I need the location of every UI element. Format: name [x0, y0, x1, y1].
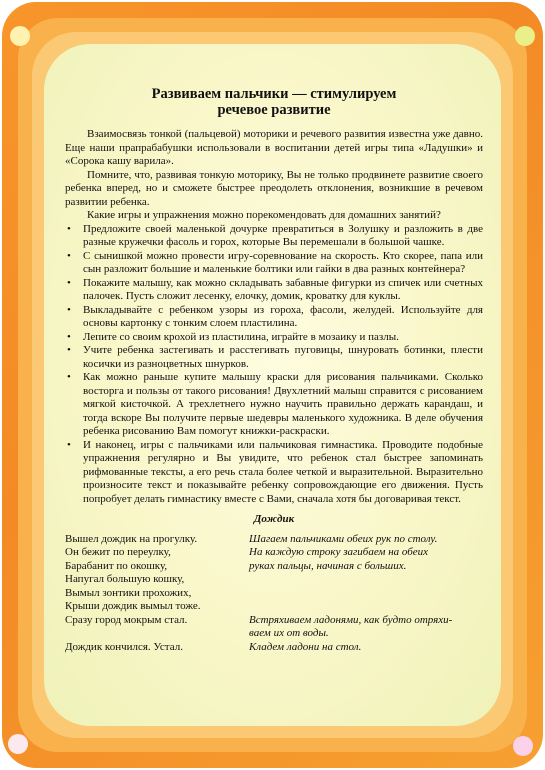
poem-line: Сразу город мокрым стал.: [65, 613, 188, 626]
poem-line: Барабанит по окошку,: [65, 559, 168, 572]
list-item: [65, 223, 483, 250]
list-item: [65, 344, 483, 371]
poem-line: Вымыл зонтики прохожих,: [65, 586, 192, 599]
instruction-line: руках пальцы, начиная с больших.: [249, 559, 407, 572]
bullet-icon: •: [67, 371, 71, 383]
corner-dot-bottom-right: [513, 736, 533, 756]
instruction-line: Шагаем пальчиками обеих рук по столу.: [249, 532, 438, 545]
instruction-line: На каждую строку загибаем на обеих: [249, 546, 429, 558]
poem-verses: [65, 641, 243, 655]
bullet-icon: •: [67, 222, 71, 235]
poem-instructions: [249, 533, 483, 614]
title-line-1: Развиваем пальчики — стимулируем: [151, 86, 397, 102]
article: [65, 86, 483, 654]
list-item-text: И наконец, игры с пальчиками или пальчиковая гимнастика. Проводите подобные упражнения регулярно и Вы увидите, что ребенок стал быстрее запоминать рифмованные тексты, а его речь стала более четкой и выразительной. Выразительно произносите текст и показывайте ребенку сопровождающие его движения. Пусть попробует делать гимнастику вместе с Вами, сначала хотя бы договаривая текст.: [83, 438, 483, 505]
poem-verses: [65, 614, 243, 641]
list-item: [65, 439, 483, 507]
bullet-icon: •: [67, 303, 71, 316]
poem-line: Напугал большую кошку,: [65, 573, 185, 585]
corner-dot-top-left: [10, 26, 30, 46]
poem-block: [65, 533, 483, 614]
poem: [65, 533, 483, 655]
poem-instructions: [249, 614, 483, 641]
intro-paragraph: Взаимосвязь тонкой (пальцевой) моторики и речевого развития известна уже давно. Еще наши прапрабабушки использовали в воспитании детей игры типа «Ладушки» и «Сорока кашу варила».: [65, 128, 483, 167]
list-item: [65, 277, 483, 304]
poem-line: Крыши дождик вымыл тоже.: [65, 600, 201, 612]
poem-line: Дождик кончился. Устал.: [65, 640, 183, 653]
list-item-text: Как можно раньше купите малышу краски для рисования пальчиками. Сколько восторга и пользы от такого рисования! Двухлетний малыш справится с рисованием мягкой кисточкой. А трехлетнего нужно научить правильно держать карандаш, и тогда вскоре Вы получите первые шедевры маленького художника. В деле обучения ребенка рисованию Вам помогут книжки-раскраски.: [83, 371, 483, 437]
bullet-icon: •: [67, 330, 71, 343]
list-item: [65, 371, 483, 439]
bullet-icon: •: [67, 344, 71, 356]
list-item-text: Выкладывайте с ребенком узоры из гороха, фасоли, желудей. Используйте для основы картонку с тонким слоем пластилина.: [83, 303, 483, 329]
bullet-icon: •: [67, 276, 71, 289]
poem-line: Вышел дождик на прогулку.: [65, 532, 198, 545]
list-item-text: Лепите со своим крохой из пластилина, играйте в мозаику и пазлы.: [83, 330, 399, 343]
list-item: [65, 304, 483, 331]
corner-dot-bottom-left: [8, 734, 28, 754]
list-item-text: Покажите малышу, как можно складывать забавные фигурки из спичек или счетных палочек. Пусть сложит лесенку, елочку, домик, кроватку для куклы.: [83, 276, 483, 302]
poem-block: [65, 641, 483, 655]
list-item-text: Учите ребенка застегивать и расстегивать пуговицы, шнуровать ботинки, плести косички из разноцветных шнурков.: [83, 344, 483, 370]
bullet-icon: •: [67, 249, 71, 262]
list-item-text: С сынишкой можно провести игру-соревнование на скорость. Кто скорее, папа или сын разложит большие и маленькие болтики или гайки в два разных контейнера?: [83, 249, 483, 275]
intro-paragraph: Какие игры и упражнения можно порекомендовать для домашних занятий?: [87, 209, 441, 221]
list-item: [65, 250, 483, 277]
corner-dot-top-right: [515, 26, 535, 46]
page-title: [65, 86, 483, 118]
bullet-icon: •: [67, 438, 71, 451]
poem-line: Он бежит по переулку,: [65, 546, 171, 558]
list-item-text: Предложите своей маленькой дочурке превратиться в Золушку и разложить в две разные кружечки фасоль и горох, которые Вы перемешали в большой чашке.: [83, 222, 483, 248]
intro-paragraph: Помните, что, развивая тонкую моторику, Вы не только продвинете развитие своего ребенка вперед, но и сможете быстрее преодолеть отклонения, возникшие в речевом развитии ребенка.: [65, 168, 483, 208]
instruction-line: ваем их от воды.: [249, 627, 329, 639]
poem-verses: [65, 533, 243, 614]
instruction-line: Кладем ладони на стол.: [249, 640, 362, 653]
poem-instructions: [249, 641, 483, 655]
list-item: [65, 331, 483, 345]
poem-block: [65, 614, 483, 641]
instruction-line: Встряхиваем ладонями, как будто отряхи-: [249, 613, 453, 626]
poem-title: Дождик: [253, 513, 295, 525]
tips-list: [65, 223, 483, 507]
title-line-2: речевое развитие: [217, 102, 331, 118]
